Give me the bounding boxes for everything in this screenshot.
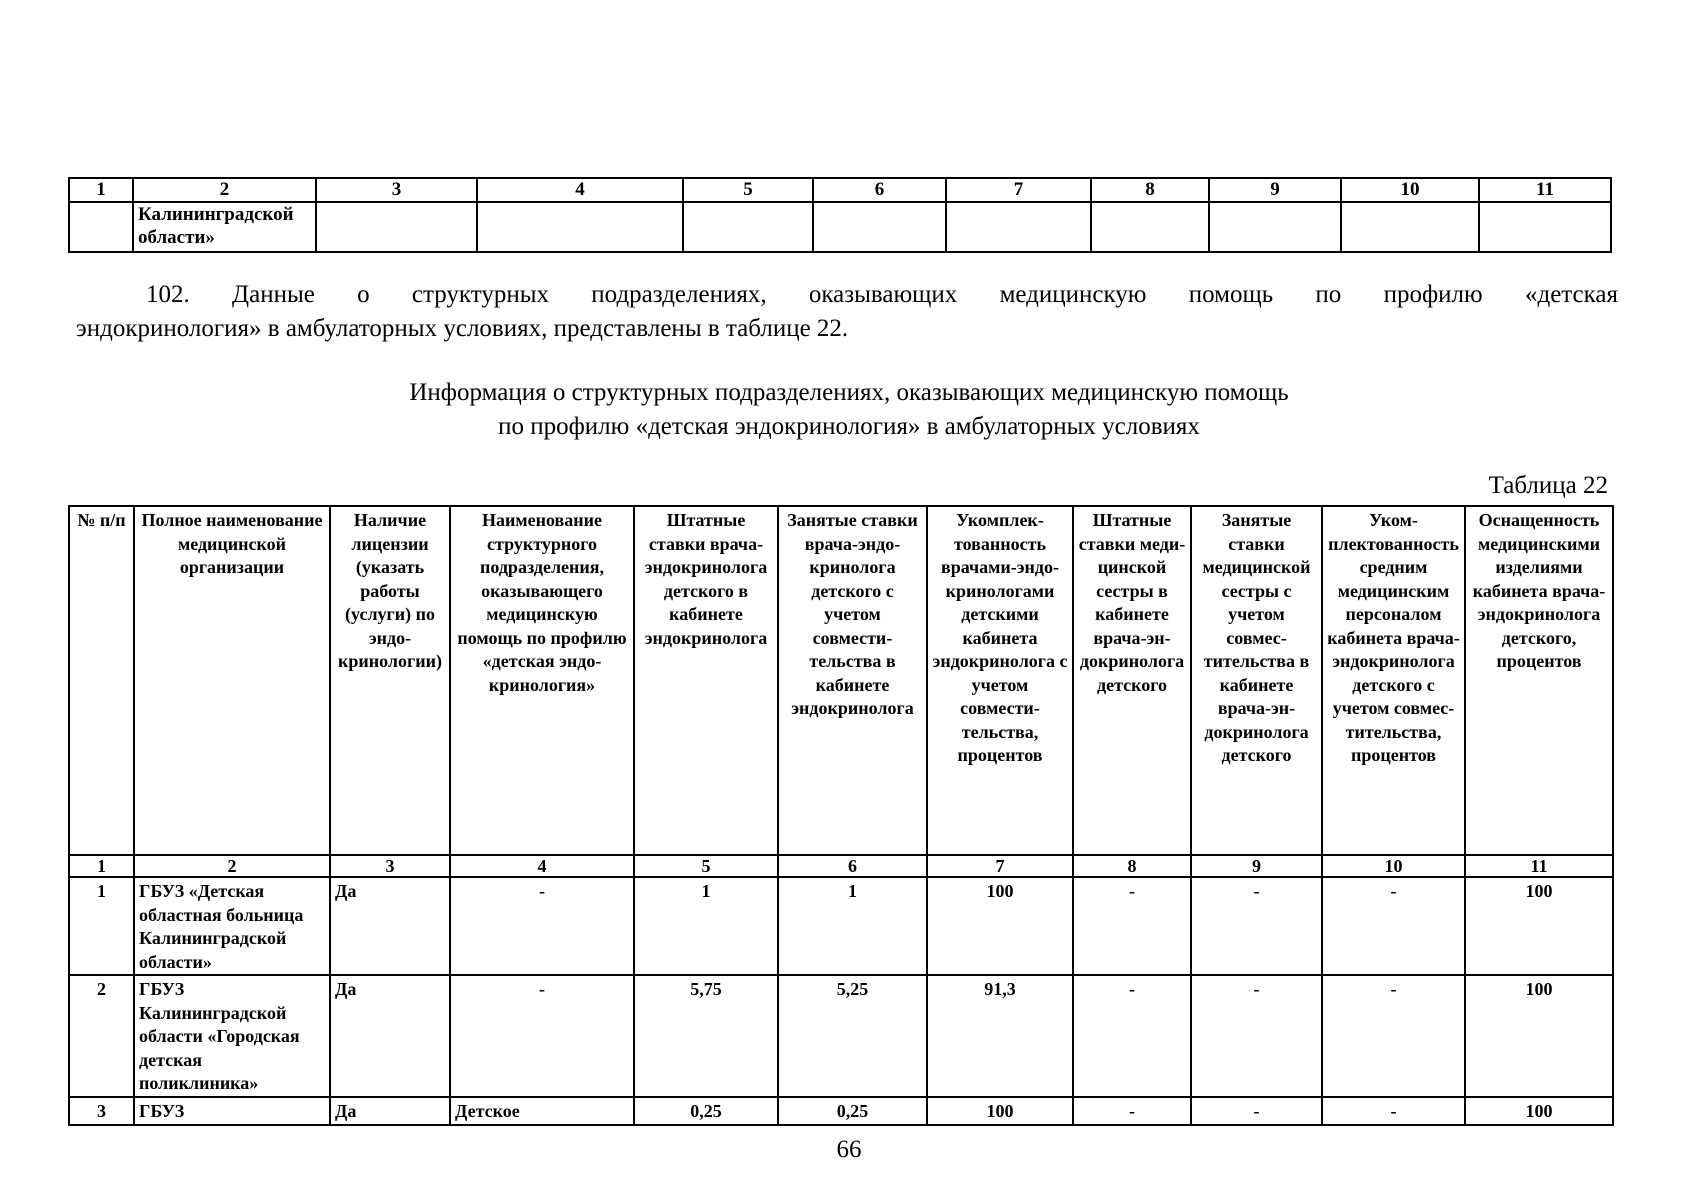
col-number: 6	[778, 855, 927, 877]
column-header: Занятые ставки врача-эндокринолога детского с учетом совместительства в кабинете эндокринолога	[778, 506, 927, 855]
cell: 100	[927, 1097, 1073, 1125]
col-number: 7	[927, 855, 1073, 877]
col-number: 11	[1465, 855, 1613, 877]
continuation-table	[68, 177, 1612, 253]
cell: 100	[1465, 975, 1613, 1097]
org-name: ГБУЗ «Детская областная больница Калининградской области»	[134, 877, 330, 975]
license: Да	[330, 1097, 450, 1125]
column-number-row	[69, 855, 1613, 877]
column-header: Полное наименование медицинской организации	[134, 506, 330, 855]
cell: -	[1073, 1097, 1191, 1125]
cell: -	[1322, 1097, 1465, 1125]
cell: 1	[634, 877, 778, 975]
col-number: 3	[330, 855, 450, 877]
license: Да	[330, 975, 450, 1097]
column-header: Штатные ставки врача-эндокринолога детского в кабинете эндокринолога	[634, 506, 778, 855]
cell: 5,25	[778, 975, 927, 1097]
col-number: 11	[1479, 178, 1611, 202]
column-header: Штатные ставки медицинской сестры в кабинете врача-эндокринолога детского	[1073, 506, 1191, 855]
cell: 0,25	[778, 1097, 927, 1125]
col-number: 10	[1322, 855, 1465, 877]
paragraph-line: 102. Данные о структурных подразделениях, оказывающих медицинскую помощь по профилю «детская	[146, 281, 1618, 308]
column-header: Наличие лицензии (указать работы (услуги) по эндокринологии)	[330, 506, 450, 855]
col-number: 4	[477, 178, 683, 202]
org-name: ГБУЗ	[134, 1097, 330, 1125]
cell: -	[1191, 1097, 1322, 1125]
cell: 5,75	[634, 975, 778, 1097]
cell: -	[1073, 877, 1191, 975]
col-number: 8	[1073, 855, 1191, 877]
cell: -	[1322, 877, 1465, 975]
cell: 100	[927, 877, 1073, 975]
col-number: 1	[69, 178, 133, 202]
table-row	[69, 1097, 1613, 1125]
header-row	[69, 506, 1613, 855]
table-22	[68, 505, 1614, 1126]
table-label: Таблица 22	[1488, 472, 1608, 499]
table-row	[69, 877, 1613, 975]
col-number: 9	[1191, 855, 1322, 877]
col-number: 4	[450, 855, 634, 877]
cell: 100	[1465, 1097, 1613, 1125]
table-row	[69, 202, 1611, 252]
license: Да	[330, 877, 450, 975]
cell: -	[1073, 975, 1191, 1097]
unit-name: Детское	[450, 1097, 634, 1125]
column-header: Оснащенность медицинскими изделиями кабинета врача-эндокринолога детского, процентов	[1465, 506, 1613, 855]
column-header: Укомплектованность средним медицинским персоналом кабинета врача-эндокринолога детского с учетом совместительства, процентов	[1322, 506, 1465, 855]
cell: -	[1322, 975, 1465, 1097]
col-number: 2	[133, 178, 316, 202]
col-number: 6	[813, 178, 946, 202]
cell: -	[1191, 877, 1322, 975]
org-name: ГБУЗ Калининградской области «Городская детская поликлиника»	[134, 975, 330, 1097]
unit-name: -	[450, 877, 634, 975]
column-header: Наименование структурного подразделения, оказывающего медицинскую помощь по профилю «детская эндокринология»	[450, 506, 634, 855]
row-number: 1	[69, 877, 134, 975]
col-number: 5	[683, 178, 813, 202]
table-heading-line: Информация о структурных подразделениях, оказывающих медицинскую помощь	[409, 379, 1289, 406]
cell: 91,3	[927, 975, 1073, 1097]
column-header: № п/п	[69, 506, 134, 855]
org-name-continuation: Калининградской области»	[133, 202, 316, 252]
col-number: 2	[134, 855, 330, 877]
column-number-row	[69, 178, 1611, 202]
row-number: 2	[69, 975, 134, 1097]
col-number: 3	[316, 178, 477, 202]
column-header: Занятые ставки медицинской сестры с учетом совместительства в кабинете врача-эндокринолога детского	[1191, 506, 1322, 855]
column-header: Укомплектованность врачами-эндокринологами детскими кабинета эндокринолога с учетом совместительства, процентов	[927, 506, 1073, 855]
paragraph-line: эндокринология» в амбулаторных условиях, представлены в таблице 22.	[76, 315, 849, 342]
cell: 1	[778, 877, 927, 975]
row-number: 3	[69, 1097, 134, 1125]
table-heading-line: по профилю «детская эндокринология» в амбулаторных условиях	[498, 413, 1200, 440]
col-number: 9	[1209, 178, 1341, 202]
cell: 100	[1465, 877, 1613, 975]
unit-name: -	[450, 975, 634, 1097]
col-number: 8	[1091, 178, 1209, 202]
col-number: 10	[1341, 178, 1479, 202]
col-number: 1	[69, 855, 134, 877]
col-number: 5	[634, 855, 778, 877]
page-number: 66	[836, 1136, 862, 1163]
col-number: 7	[946, 178, 1091, 202]
cell: -	[1191, 975, 1322, 1097]
cell: 0,25	[634, 1097, 778, 1125]
paragraph-102	[76, 278, 1618, 346]
table-row	[69, 975, 1613, 1097]
